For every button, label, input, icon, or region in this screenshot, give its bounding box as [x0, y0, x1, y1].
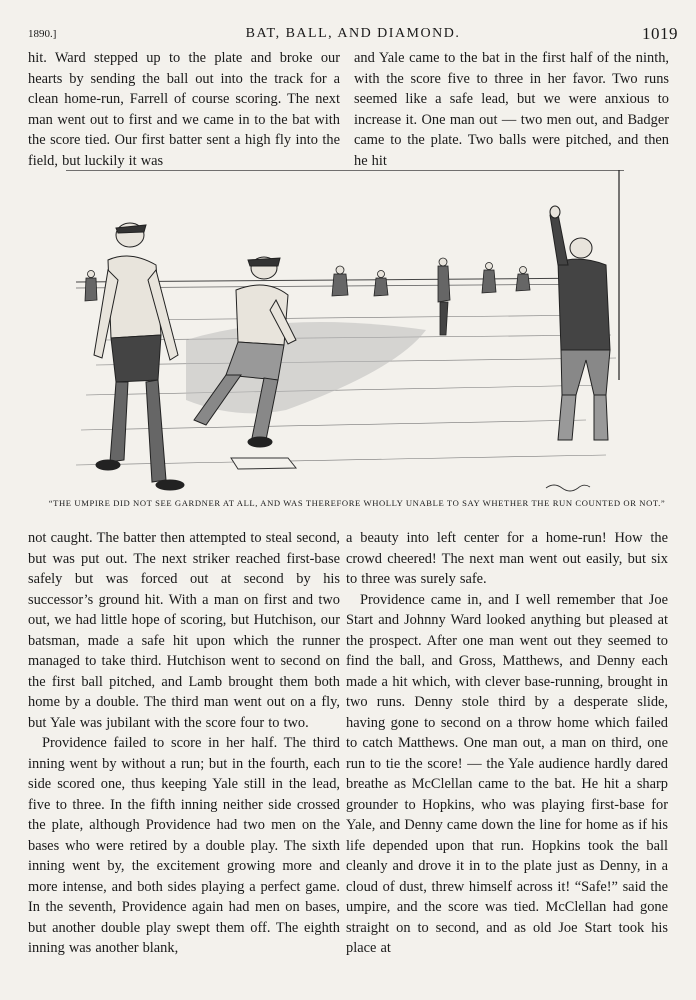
issue-date: 1890.]	[28, 28, 57, 40]
column-left-bottom	[28, 528, 340, 959]
column-left-top	[28, 48, 340, 171]
paragraph: hit. Ward stepped up to the plate and broke our hearts by sending the ball out into the track for a clean home-run, Farrell of course scoring. The next man went out to first and we came in to the bat with the score tied. Our first batter sent a high fly into the field, but luckily it was	[28, 50, 340, 169]
paragraph: a beauty into left center for a home-run! How the crowd cheered! The next man went out easily, but six to three was surely safe.	[346, 530, 668, 587]
paragraph: Providence failed to score in her half. The third inning went by without a run; but in the fourth, each side scored one, thus keeping Yale still in the lead, five to three. In the fifth inning neither side crossed the plate, although Providence had two men on the bases who were retired by a double play. The sixth inning went by, the excitement growing more and more intense, and both sides playing a perfect game. In the seventh, Providence again had men on bases, but another double play swept them off. The eighth inning was another blank,	[28, 735, 340, 956]
illustration-caption: “THE UMPIRE DID NOT SEE GARDNER AT ALL, AND WAS THEREFORE WHOLLY UNABLE TO SAY WHETHER THE RUN COUNTED OR NOT.”	[48, 498, 666, 508]
paragraph: Providence came in, and I well remember that Joe Start and Johnny Ward looked anything but pleased at the prospect. After one man went out they seemed to find the ball, and Gross, Matthews, and Denny each made a hit which, with clever base-running, brought in two runs. Denny stole third by a desperate slide, having gone to second on a throw home which failed to catch Matthews. One man out, a man on third, one run to tie the score! — the Yale audience hardly dared breathe as McClellan came to the bat. He hit a sharp grounder to Hopkins, who was playing first-base for Yale, and Denny came down the line for home as if his life depended upon that run. Hopkins took the ball cleanly and drove it in to the plate just as Denny, in a cloud of dust, threw himself across it! “Safe!” said the umpire, and the score was tied. McClellan had gone straight on to second, and as old Joe Start took his place at	[346, 591, 668, 956]
baseball-illustration	[66, 170, 624, 495]
paragraph: and Yale came to the bat in the first half of the ninth, with the score five to three in her favor. Two runs seemed like a safe lead, but we were anxious to increase it. One man out — two men out, and Badger came to the plate. Two balls were pitched, and then he hit	[354, 50, 669, 169]
running-title: BAT, BALL, AND DIAMOND.	[245, 26, 461, 41]
column-right-bottom	[346, 528, 668, 959]
page-header	[28, 24, 678, 46]
column-right-top	[354, 48, 669, 171]
paragraph: not caught. The batter then attempted to steal second, but was put out. The next striker reached first-base safely but was forced out at second by his successor’s ground hit. With a man on first and two out, we had little hope of scoring, but Hutchison, our batsman, made a safe hit upon which the runner managed to take third. Hutchison went to second on the first ball pitched, and Lamb brought them both home by a double. The third man went out on a fly, but Yale was jubilant with the score four to two.	[28, 530, 340, 731]
page-number: 1019	[642, 24, 678, 43]
